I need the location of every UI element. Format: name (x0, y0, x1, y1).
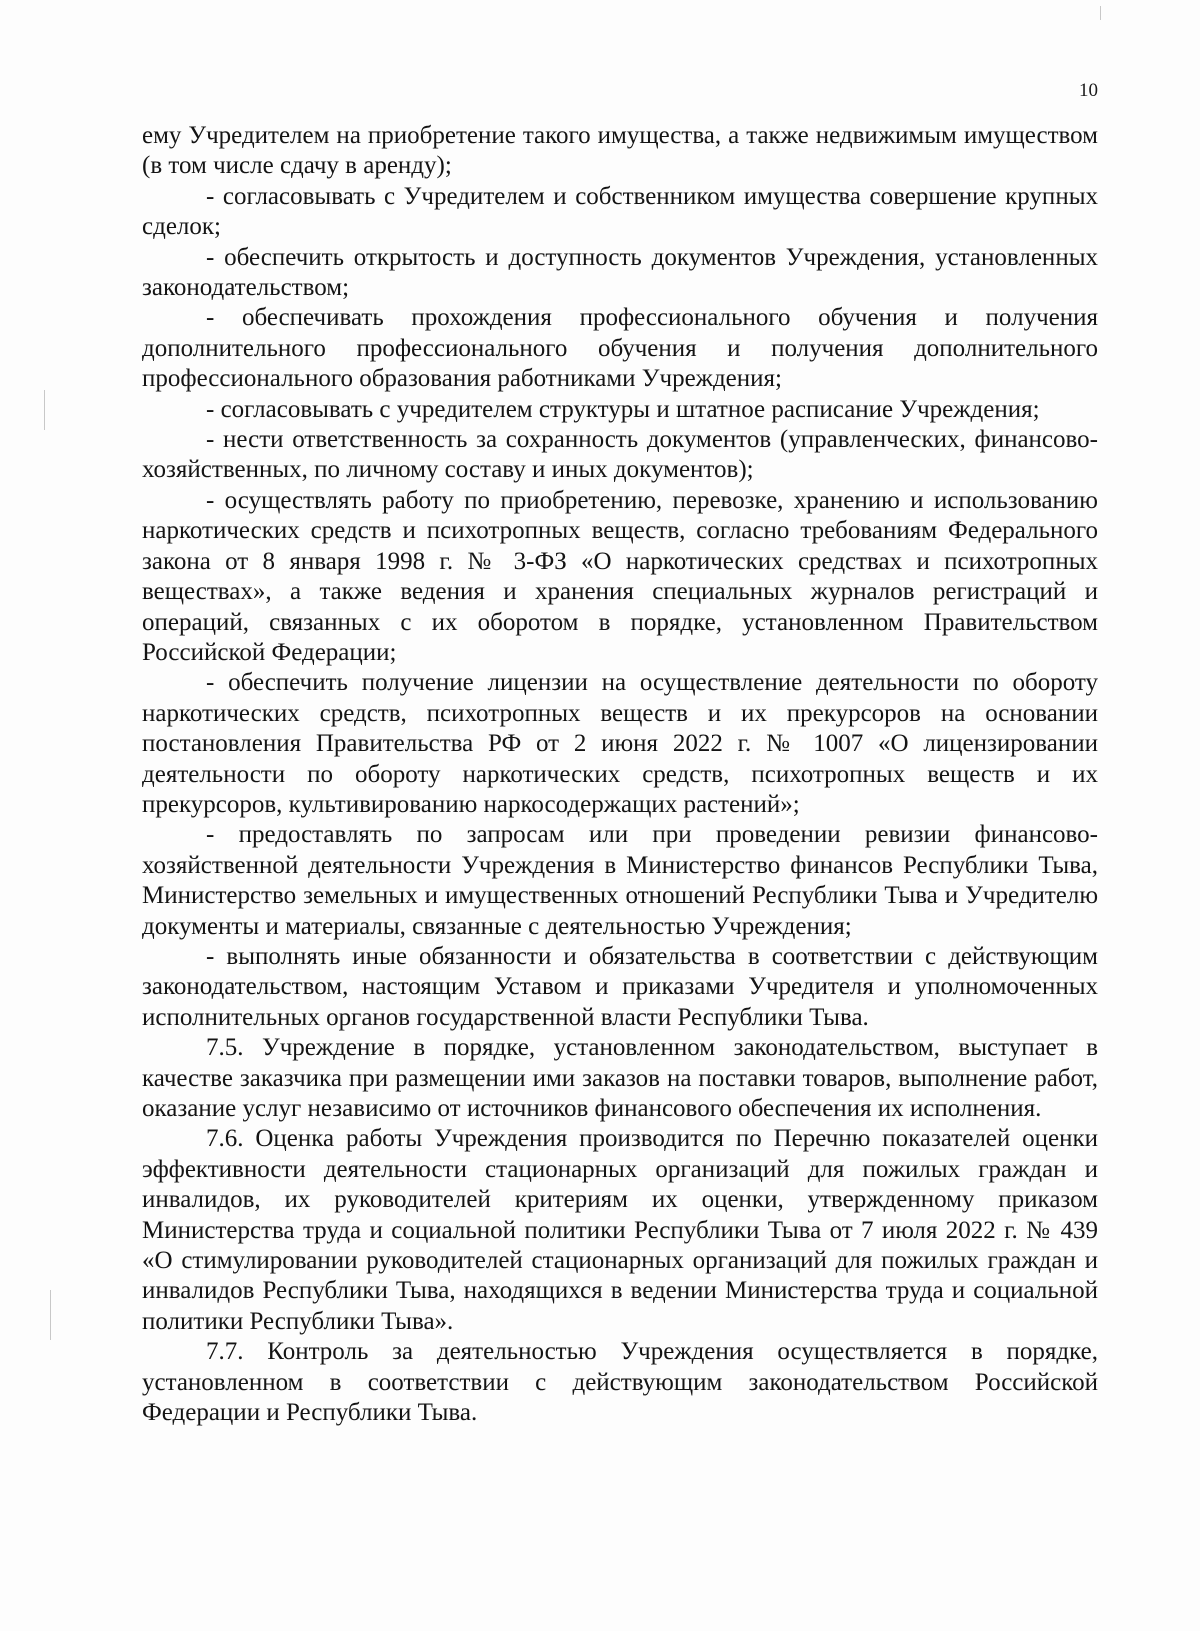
list-item-approve-deals: - согласовывать с Учредителем и собственником имущества совершение крупных сделок; (142, 182, 1098, 241)
scan-margin-mark (50, 1290, 51, 1340)
list-item-staff-structure: - согласовывать с учредителем структуры и штатное расписание Учреждения; (206, 395, 1040, 423)
list-item-narcotics-handling: - осуществлять работу по приобретению, перевозке, хранению и использованию наркотических средств и психотропных веществ, согласно требованиям Федерального закона от 8 января 1998 г. № 3-ФЗ «О наркотических средствах и психотропных веществах», а также ведения и хранения специальных журналов регистраций и операций, связанных с их оборотом в порядке, установленном Правительством Российской Федерации; (142, 486, 1098, 666)
section-7-5: 7.5. Учреждение в порядке, установленном законодательством, выступает в качестве заказчика при размещении ими заказов на поставки товаров, выполнение работ, оказание услуг независимо от источников финансового обеспечения их исполнения. (142, 1034, 1098, 1122)
scan-margin-mark (44, 390, 45, 430)
list-item-audit-materials: - предоставлять по запросам или при проведении ревизии финансово-хозяйственной деятельности Учреждения в Министерство финансов Республики Тыва, Министерство земельных и имущественных отношений Республики Тыва и Учредителю документы и материалы, связанные с деятельностью Учреждения; (142, 821, 1098, 940)
list-item-professional-training: - обеспечивать прохождения профессионального обучения и получения дополнительного профессионального обучения и получения дополнительного профессионального образования работниками Учреждения; (142, 304, 1098, 393)
document-body (142, 121, 1098, 1428)
paragraph-continuation: ему Учредителем на приобретение такого имущества, а также недвижимым имуществом (в том числе сдачу в аренду); (142, 122, 1098, 180)
list-item-document-openness: - обеспечить открытость и доступность документов Учреждения, установленных законодательством; (142, 243, 1098, 302)
list-item-license: - обеспечить получение лицензии на осуществление деятельности по обороту наркотических средств, психотропных веществ и их прекурсоров на основании постановления Правительства РФ от 2 июня 2022 г. № 1007 «О лицензировании деятельности по обороту наркотических средств, психотропных веществ и их прекурсоров, культивированию наркосодержащих растений»; (142, 669, 1098, 818)
list-item-other-duties: - выполнять иные обязанности и обязательства в соответствии с действующим законодательством, настоящим Уставом и приказами Учредителя и уполномоченных исполнительных органов государственной власти Республики Тыва. (142, 942, 1098, 1031)
section-7-6: 7.6. Оценка работы Учреждения производится по Перечню показателей оценки эффективности деятельности стационарных организаций для пожилых граждан и инвалидов, их руководителей критериям их оценки, утвержденному приказом Министерства труда и социальной политики Республики Тыва от 7 июля 2022 г. № 439 «О стимулировании руководителей стационарных организаций для пожилых граждан и инвалидов Республики Тыва, находящихся в ведении Министерства труда и социальной политики Республики Тыва». (142, 1125, 1098, 1335)
section-7-7: 7.7. Контроль за деятельностью Учреждения осуществляется в порядке, установленном в соответствии с действующим законодательством Российской Федерации и Республики Тыва. (142, 1338, 1098, 1427)
list-item-document-safety: - нести ответственность за сохранность документов (управленческих, финансово-хозяйственных, по личному составу и иных документов); (142, 426, 1098, 484)
page-number: 10 (1079, 80, 1098, 101)
scan-margin-mark (1100, 6, 1101, 20)
